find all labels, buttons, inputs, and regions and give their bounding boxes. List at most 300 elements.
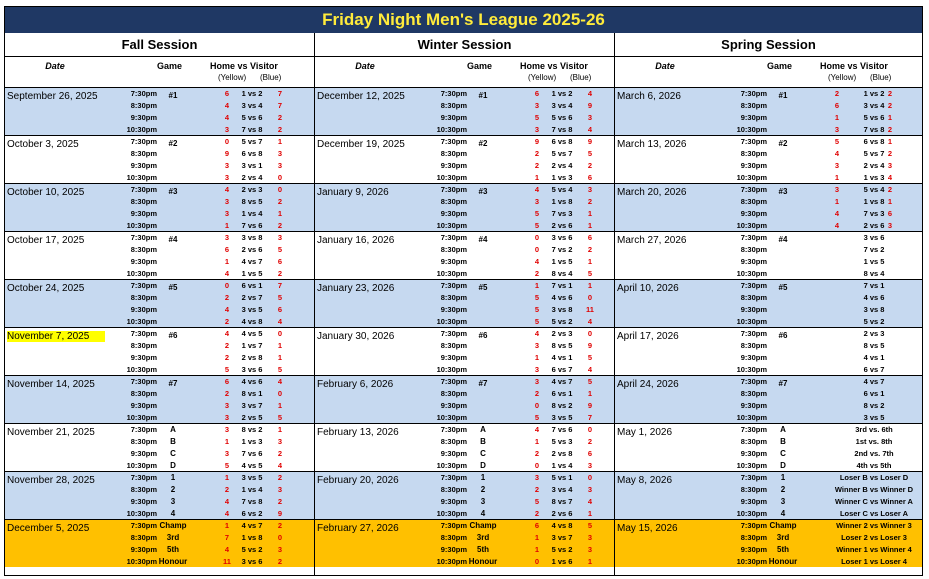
week-block — [615, 87, 922, 135]
home-score: 2 — [534, 509, 540, 518]
visitor-score: 3 — [277, 437, 283, 446]
visitor-score: 2 — [277, 449, 283, 458]
game-time: 9:30pm — [130, 545, 157, 554]
home-score: 5 — [534, 317, 540, 326]
game-time: 10:30pm — [436, 317, 467, 326]
round-code: Champ — [469, 521, 497, 530]
matchup: 2 vs 6 — [241, 245, 263, 254]
session-name: Spring Session — [615, 33, 922, 57]
session-panel-2 — [314, 33, 614, 576]
home-score: 1 — [224, 521, 230, 530]
session-name: Fall Session — [5, 33, 314, 57]
game-time: 10:30pm — [436, 557, 467, 566]
home-score: 4 — [224, 329, 230, 338]
home-score: 4 — [224, 305, 230, 314]
matchup: 8 vs 2 — [241, 425, 263, 434]
week-date: May 8, 2026 — [617, 475, 673, 486]
game-row — [5, 532, 314, 544]
matchup: 5 vs 2 — [551, 545, 573, 554]
week-block — [615, 183, 922, 231]
home-score: 1 — [224, 437, 230, 446]
matchup: 3 vs 5 — [241, 305, 263, 314]
game-time: 9:30pm — [740, 545, 767, 554]
matchup: 4 vs 6 — [241, 377, 263, 386]
game-time: 10:30pm — [736, 317, 767, 326]
visitor-score: 9 — [587, 401, 593, 410]
visitor-score: 1 — [277, 137, 283, 146]
game-time: 10:30pm — [436, 125, 467, 134]
round-code: 2 — [780, 485, 786, 494]
game-time: 7:30pm — [130, 425, 157, 434]
matchup: 5 vs 2 — [241, 545, 263, 554]
home-score: 1 — [224, 221, 230, 230]
game-row — [315, 556, 614, 568]
matchup: 7 vs 8 — [863, 125, 885, 134]
game-row — [615, 160, 922, 172]
matchup: Loser C vs Loser A — [839, 509, 909, 518]
game-number: #3 — [778, 187, 788, 196]
game-row — [315, 532, 614, 544]
game-row — [615, 232, 922, 244]
game-time: 8:30pm — [740, 101, 767, 110]
week-date: February 20, 2026 — [317, 475, 399, 486]
home-score: 5 — [534, 497, 540, 506]
visitor-score: 5 — [277, 365, 283, 374]
game-row — [615, 280, 922, 292]
visitor-score: 0 — [587, 473, 593, 482]
game-time: 10:30pm — [126, 173, 157, 182]
visitor-score: 5 — [277, 413, 283, 422]
visitor-score: 0 — [587, 329, 593, 338]
game-time: 8:30pm — [740, 437, 767, 446]
home-score: 2 — [534, 389, 540, 398]
game-row — [5, 328, 314, 340]
matchup: 2 vs 5 — [241, 413, 263, 422]
home-score: 2 — [834, 89, 840, 98]
game-row — [5, 160, 314, 172]
matchup: 3 vs 5 — [863, 413, 885, 422]
game-time: 9:30pm — [740, 161, 767, 170]
game-row — [5, 496, 314, 508]
game-time: 9:30pm — [130, 305, 157, 314]
round-code: 2 — [480, 485, 486, 494]
game-row — [615, 424, 922, 436]
game-time: 10:30pm — [736, 557, 767, 566]
visitor-score: 6 — [587, 233, 593, 242]
home-score: 0 — [224, 281, 230, 290]
visitor-score: 3 — [277, 233, 283, 242]
matchup: Winner 2 vs Winner 3 — [836, 521, 912, 530]
visitor-score: 4 — [587, 365, 593, 374]
week-block — [615, 327, 922, 375]
visitor-score: 6 — [587, 173, 593, 182]
blue-label: (Blue) — [870, 73, 892, 82]
home-score: 11 — [223, 557, 231, 566]
week-date: December 12, 2025 — [317, 91, 405, 102]
matchup: 1 vs 4 — [241, 485, 263, 494]
week-date: March 20, 2026 — [617, 187, 687, 198]
home-score: 5 — [224, 365, 230, 374]
round-code: 3rd — [166, 533, 180, 542]
game-row — [315, 424, 614, 436]
matchup: 1 vs 8 — [863, 197, 885, 206]
matchup: 7 vs 2 — [863, 245, 885, 254]
game-time: 10:30pm — [436, 413, 467, 422]
date-header: Date — [655, 61, 675, 71]
game-number: #2 — [478, 139, 488, 148]
game-time: 10:30pm — [736, 509, 767, 518]
game-time: 9:30pm — [740, 353, 767, 362]
matchup: 2 vs 6 — [863, 221, 885, 230]
home-score: 4 — [224, 497, 230, 506]
home-score: 1 — [534, 437, 540, 446]
game-row — [5, 256, 314, 268]
matchup: 2 vs 4 — [551, 161, 573, 170]
matchup: 1 vs 6 — [551, 557, 573, 566]
visitor-score: 1 — [277, 401, 283, 410]
round-code: D — [170, 461, 176, 470]
home-score: 4 — [224, 509, 230, 518]
matchup: 3 vs 7 — [241, 401, 263, 410]
matchup: 7 vs 1 — [863, 281, 885, 290]
visitor-score: 9 — [587, 137, 593, 146]
game-row — [5, 100, 314, 112]
game-row — [315, 340, 614, 352]
matchup: Winner 1 vs Winner 4 — [836, 545, 912, 554]
game-row — [315, 352, 614, 364]
matchup: 6 vs 8 — [551, 137, 573, 146]
matchup: 3 vs 5 — [241, 473, 263, 482]
home-score: 2 — [224, 293, 230, 302]
game-row — [315, 484, 614, 496]
game-row — [615, 352, 922, 364]
game-row — [5, 232, 314, 244]
game-time: 9:30pm — [740, 305, 767, 314]
game-number: #1 — [778, 91, 788, 100]
game-time: 10:30pm — [736, 461, 767, 470]
game-time: 9:30pm — [740, 449, 767, 458]
matchup: 7 vs 8 — [241, 125, 263, 134]
game-row — [615, 112, 922, 124]
home-score: 1 — [534, 545, 540, 554]
visitor-score: 1 — [587, 389, 593, 398]
game-row — [315, 160, 614, 172]
home-score: 5 — [224, 461, 230, 470]
game-row — [5, 424, 314, 436]
round-code: Honour — [768, 557, 798, 566]
game-time: 8:30pm — [440, 245, 467, 254]
game-row — [5, 88, 314, 100]
week-date: February 13, 2026 — [317, 427, 399, 438]
home-score: 1 — [834, 197, 840, 206]
home-score: 4 — [224, 269, 230, 278]
matchup: 5 vs 6 — [863, 113, 885, 122]
week-date: December 5, 2025 — [7, 523, 90, 534]
game-time: 10:30pm — [436, 365, 467, 374]
game-row — [5, 556, 314, 568]
matchup: 3 vs 4 — [241, 101, 263, 110]
game-time: 8:30pm — [440, 533, 467, 542]
home-score: 2 — [224, 389, 230, 398]
home-score: 3 — [224, 197, 230, 206]
matchup: 2 vs 3 — [551, 329, 573, 338]
home-score: 4 — [834, 149, 840, 158]
visitor-score: 5 — [587, 521, 593, 530]
home-score: 4 — [534, 329, 540, 338]
home-score: 6 — [834, 101, 840, 110]
game-time: 9:30pm — [440, 305, 467, 314]
game-row — [615, 148, 922, 160]
game-row — [615, 520, 922, 532]
matchup: Winner B vs Winner D — [834, 485, 914, 494]
home-score: 4 — [224, 113, 230, 122]
game-time: 8:30pm — [130, 245, 157, 254]
game-row — [5, 136, 314, 148]
game-number: #2 — [778, 139, 788, 148]
game-row — [615, 388, 922, 400]
game-row — [315, 196, 614, 208]
game-time: 7:30pm — [130, 281, 157, 290]
game-number: #4 — [778, 235, 788, 244]
game-time: 10:30pm — [126, 413, 157, 422]
blue-label: (Blue) — [260, 73, 282, 82]
home-score: 3 — [534, 125, 540, 134]
round-code: B — [780, 437, 786, 446]
game-time: 8:30pm — [440, 197, 467, 206]
matchup: Loser 1 vs Loser 4 — [841, 557, 907, 566]
visitor-score: 3 — [587, 545, 593, 554]
game-time: 10:30pm — [126, 509, 157, 518]
matchup: 8 vs 5 — [551, 341, 573, 350]
game-row — [615, 196, 922, 208]
game-row — [5, 148, 314, 160]
week-date: April 24, 2026 — [617, 379, 679, 390]
matchup: 6 vs 1 — [863, 389, 885, 398]
visitor-score: 2 — [887, 185, 893, 194]
matchup: 3 vs 6 — [241, 557, 263, 566]
visitor-score: 2 — [277, 197, 283, 206]
round-code: 4 — [480, 509, 486, 518]
round-code: 5th — [477, 545, 489, 554]
game-row — [5, 112, 314, 124]
game-number: #3 — [478, 187, 488, 196]
game-number: #1 — [478, 91, 488, 100]
matchup: Winner C vs Winner A — [835, 497, 913, 506]
visitor-score: 2 — [277, 221, 283, 230]
week-date: November 7, 2025 — [7, 331, 105, 342]
visitor-score: 5 — [277, 293, 283, 302]
game-time: 9:30pm — [440, 401, 467, 410]
week-block — [5, 183, 314, 231]
game-time: 7:30pm — [740, 425, 767, 434]
game-time: 10:30pm — [436, 269, 467, 278]
game-time: 7:30pm — [440, 89, 467, 98]
week-block — [615, 519, 922, 567]
visitor-score: 4 — [277, 377, 283, 386]
matchup: 3 vs 4 — [863, 101, 885, 110]
visitor-score: 6 — [587, 449, 593, 458]
game-number: #4 — [168, 235, 178, 244]
game-row — [315, 388, 614, 400]
matchup: Loser 2 vs Loser 3 — [841, 533, 907, 542]
game-time: 8:30pm — [130, 389, 157, 398]
game-number: #7 — [778, 379, 788, 388]
home-score: 0 — [534, 461, 540, 470]
visitor-score: 5 — [587, 149, 593, 158]
visitor-score: 1 — [277, 353, 283, 362]
round-code: 3 — [480, 497, 486, 506]
matchup: 6 vs 8 — [241, 149, 263, 158]
matchup: 2 vs 3 — [863, 329, 885, 338]
week-block — [5, 135, 314, 183]
visitor-score: 2 — [587, 245, 593, 254]
matchup: 7 vs 6 — [241, 449, 263, 458]
game-time: 7:30pm — [740, 329, 767, 338]
game-time: 9:30pm — [440, 161, 467, 170]
week-date: January 9, 2026 — [317, 187, 389, 198]
game-time: 7:30pm — [130, 233, 157, 242]
matchup: 8 vs 2 — [863, 401, 885, 410]
game-row — [5, 436, 314, 448]
game-time: 10:30pm — [436, 173, 467, 182]
game-time: 8:30pm — [740, 293, 767, 302]
matchup: 7 vs 8 — [241, 497, 263, 506]
game-row — [615, 88, 922, 100]
home-vs-visitor-header: Home vs Visitor — [520, 61, 588, 71]
matchup: 8 vs 5 — [863, 341, 885, 350]
week-date: April 10, 2026 — [617, 283, 679, 294]
round-code: 2 — [170, 485, 176, 494]
home-score: 2 — [224, 485, 230, 494]
visitor-score: 4 — [587, 497, 593, 506]
week-date: October 17, 2025 — [7, 235, 85, 246]
game-time: 7:30pm — [130, 185, 157, 194]
game-time: 9:30pm — [440, 545, 467, 554]
week-date: January 30, 2026 — [317, 331, 395, 342]
home-score: 6 — [534, 89, 540, 98]
home-score: 0 — [534, 245, 540, 254]
visitor-score: 0 — [277, 389, 283, 398]
home-score: 1 — [224, 257, 230, 266]
matchup: 5 vs 7 — [863, 149, 885, 158]
matchup: 6 vs 8 — [863, 137, 885, 146]
game-time: 9:30pm — [130, 353, 157, 362]
game-time: 7:30pm — [740, 473, 767, 482]
visitor-score: 11 — [586, 305, 594, 314]
game-header: Game — [157, 61, 183, 71]
home-score: 6 — [534, 521, 540, 530]
round-code: C — [170, 449, 176, 458]
week-block — [615, 135, 922, 183]
visitor-score: 4 — [887, 173, 893, 182]
week-block — [315, 183, 614, 231]
game-row — [615, 448, 922, 460]
visitor-score: 4 — [277, 461, 283, 470]
visitor-score: 1 — [277, 425, 283, 434]
game-time: 8:30pm — [130, 293, 157, 302]
visitor-score: 9 — [587, 341, 593, 350]
game-time: 7:30pm — [740, 281, 767, 290]
visitor-score: 6 — [887, 209, 893, 218]
week-date: January 16, 2026 — [317, 235, 395, 246]
home-score: 1 — [534, 281, 540, 290]
matchup: 1 vs 2 — [551, 89, 573, 98]
visitor-score: 2 — [887, 89, 893, 98]
game-time: 9:30pm — [130, 161, 157, 170]
visitor-score: 2 — [277, 497, 283, 506]
game-time: 7:30pm — [130, 473, 157, 482]
game-header: Game — [767, 61, 793, 71]
round-code: 3 — [780, 497, 786, 506]
game-time: 9:30pm — [740, 257, 767, 266]
home-score: 3 — [534, 341, 540, 350]
matchup: 1 vs 3 — [241, 437, 263, 446]
visitor-score: 3 — [277, 161, 283, 170]
visitor-score: 1 — [587, 281, 593, 290]
round-code: 1 — [780, 473, 786, 482]
game-row — [615, 544, 922, 556]
yellow-label: (Yellow) — [218, 73, 247, 82]
home-score: 2 — [534, 161, 540, 170]
game-time: 8:30pm — [440, 485, 467, 494]
matchup: 4 vs 5 — [241, 329, 263, 338]
visitor-score: 7 — [587, 413, 593, 422]
week-date: October 10, 2025 — [7, 187, 85, 198]
matchup: 1 vs 8 — [551, 197, 573, 206]
week-block — [615, 375, 922, 423]
matchup: 1 vs 4 — [551, 461, 573, 470]
week-date: December 19, 2025 — [317, 139, 405, 150]
game-time: 8:30pm — [740, 245, 767, 254]
home-score: 4 — [834, 209, 840, 218]
visitor-score: 2 — [277, 521, 283, 530]
matchup: 2 vs 4 — [863, 161, 885, 170]
home-score: 3 — [534, 473, 540, 482]
game-time: 8:30pm — [130, 485, 157, 494]
game-number: #7 — [478, 379, 488, 388]
home-score: 3 — [224, 161, 230, 170]
home-score: 3 — [534, 365, 540, 374]
matchup: 4 vs 7 — [241, 257, 263, 266]
week-date: October 24, 2025 — [7, 283, 85, 294]
week-date: November 28, 2025 — [7, 475, 95, 486]
round-code: C — [480, 449, 486, 458]
visitor-score: 7 — [277, 281, 283, 290]
game-row — [315, 304, 614, 316]
matchup: 6 vs 1 — [551, 389, 573, 398]
home-score: 5 — [534, 413, 540, 422]
round-code: D — [480, 461, 486, 470]
visitor-score: 2 — [277, 125, 283, 134]
week-block — [5, 279, 314, 327]
visitor-score: 4 — [277, 317, 283, 326]
visitor-score: 4 — [587, 125, 593, 134]
game-time: 8:30pm — [440, 341, 467, 350]
matchup: 3 vs 8 — [551, 305, 573, 314]
game-time: 7:30pm — [440, 233, 467, 242]
game-time: 10:30pm — [736, 221, 767, 230]
game-row — [5, 244, 314, 256]
game-time: 10:30pm — [126, 125, 157, 134]
game-time: 7:30pm — [440, 377, 467, 386]
round-code: B — [170, 437, 176, 446]
visitor-score: 3 — [587, 533, 593, 542]
game-row — [315, 436, 614, 448]
matchup: 4 vs 7 — [551, 377, 573, 386]
home-score: 1 — [534, 533, 540, 542]
matchup: 1 vs 2 — [241, 89, 263, 98]
round-code: 5th — [777, 545, 789, 554]
